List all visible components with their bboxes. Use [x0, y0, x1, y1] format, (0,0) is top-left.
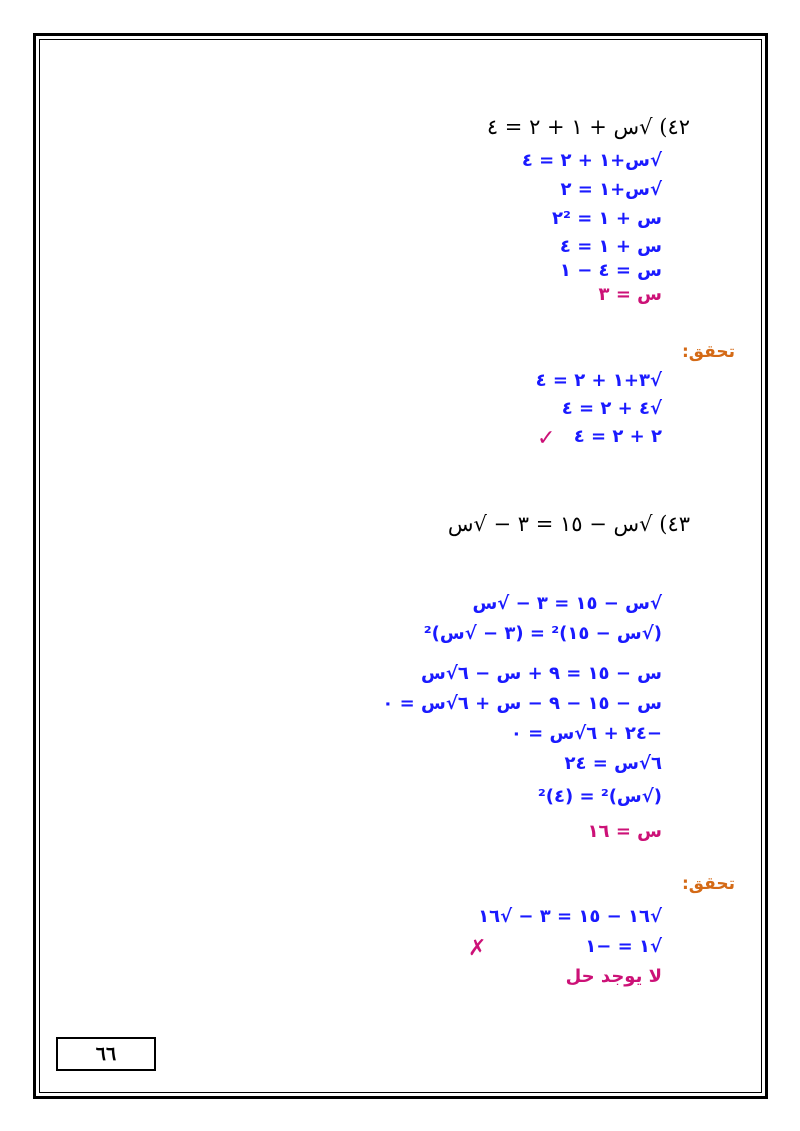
problem-42-step-5: س = ٤ − ١	[559, 260, 662, 281]
problem-42-check-step-2: √٤ + ٢ = ٤	[561, 398, 662, 419]
problem-42-result: س = ٣	[598, 284, 662, 305]
problem-42-check-step-1: √٣+١ + ٢ = ٤	[535, 370, 662, 391]
problem-43-step-3: س − ١٥ = ٩ + س − ٦√س	[421, 663, 662, 684]
cross-mark-icon: ✗	[468, 936, 487, 961]
problem-42-check-step-3: ٢ + ٢ = ٤	[573, 426, 662, 447]
problem-42-check-label: تحقق:	[682, 342, 735, 362]
problem-43-check-step-2: √١ = −١	[585, 936, 662, 957]
problem-43-step-7: (√س)² = (٤)²	[537, 786, 662, 807]
problem-43-check-step-1: √١٦ − ١٥ = ٣ − √١٦	[478, 906, 662, 927]
problem-43-step-4: س − ١٥ − ٩ − س + ٦√س = ٠	[382, 693, 662, 714]
problem-42-step-4: س + ١ = ٤	[559, 236, 662, 257]
problem-43-step-2: (√س − ١٥)² = (٣ − √س)²	[423, 623, 662, 644]
problem-42-step-1: √س+١ + ٢ = ٤	[521, 150, 662, 171]
problem-42-step-2: √س+١ = ٢	[560, 179, 662, 200]
problem-43-step-1: √س − ١٥ = ٣ − √س	[472, 593, 662, 614]
problem-43-conclusion: لا يوجد حل	[565, 966, 662, 987]
problem-42-step-3: س + ١ = ٢²	[552, 208, 662, 229]
problem-43-result: س = ١٦	[587, 821, 662, 842]
problem-43-check-label: تحقق:	[682, 874, 735, 894]
problem-43-step-5: −٢٤ + ٦√س = ٠	[510, 723, 662, 744]
problem-43-step-6: ٦√س = ٢٤	[564, 753, 662, 774]
problem-43-statement: ٤٣) √س − ١٥ = ٣ − √س	[447, 512, 690, 536]
problem-42-statement: ٤٢) √س + ١ + ٢ = ٤	[486, 115, 690, 139]
page-number: ٦٦	[56, 1037, 156, 1071]
check-mark-icon: ✓	[537, 426, 556, 451]
